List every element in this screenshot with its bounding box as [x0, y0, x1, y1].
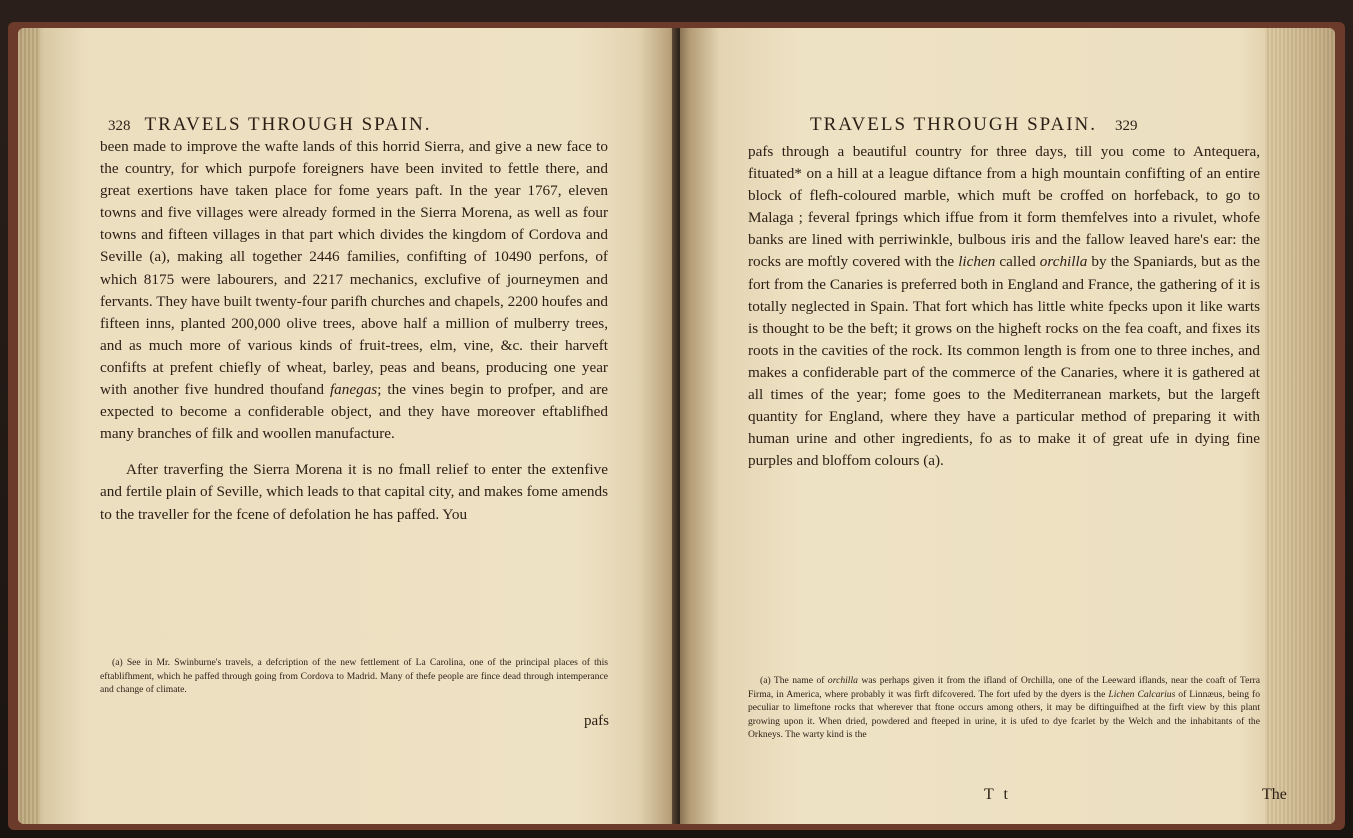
left-title: TRAVELS THROUGH SPAIN.: [144, 114, 432, 135]
right-catchword: The: [1262, 786, 1287, 803]
left-paragraph-1-text: been made to improve the wafte lands of this horrid Sierra, and give a new face to the country, for which purpofe foreigners have been invited to fettle there, and great exertions have taken place for fome years paft. In the year 1767, eleven towns and five villages were already formed in the Sierra Morena, as well as four towns and fifteen villages in that part which divides the kingdom of Cordova and Seville (a), making all together 2446 families, confifting of 10490 perfons, of which 8175 were labourers, and 2217 mechanics, exclufive of journeymen and fervants. They have built twenty-four parifh churches and chapels, 2200 houfes and fifteen inns, planted 200,000 olive trees, above half a million of mulberry trees, and as much more of various kinds of fruit-trees, elm, vine, &c. their harveft confifts at prefent chiefly of wheat, barley, peas and beans, producing one year with another five hundred thoufand: [100, 138, 608, 399]
left-body-text: [100, 136, 608, 526]
right-footnote: [748, 674, 1260, 742]
right-footnote-a: (a) The name of: [760, 675, 825, 686]
right-text-c: by the Spaniards, but as the fort from the Canaries is preferred both in England and France, the gathering of it is totally neglected in Spain. That fort which has little white fpecks upon it like warts is thought to be the beft; it grows on the higheft rocks on the fea coaft, and fixes its roots in the cavities of the rock. Its common length is from one to three inches, and makes a confiderable part of the commerce of the Canaries, where it is gathered at all times of the year; fome goes to the Mediterranean markets, but the largeft quantity for England, where they have a particular method of preparing it with human urine and other ingredients, fo as to make it of great ufe in dying fine purples and bloffom colours (a).: [748, 253, 1260, 470]
left-paragraph-1-end: ; the vines begin to profper, and are expected to become a confiderable object, and they have moreover eftablifhed many branches of filk and woollen manufacture.: [100, 381, 608, 443]
right-page: [680, 28, 1335, 824]
fanegas-term: fanegas: [329, 381, 378, 399]
right-running-head: [810, 114, 1138, 136]
right-footnote-c: of Linnæus, being fo peculiar to limeftone rocks that wherever that ftone occurs among others, it may be diftinguifhed at the firft view by this plant growing upon it. When dried, powdered and fteeped in urine, it is ufed to dye fcarlet by the Welch and the inhabitants of the Orkneys. The warty kind is the: [748, 688, 1260, 740]
lichen-term: lichen: [958, 253, 996, 271]
left-catchword: pafs: [584, 713, 609, 729]
footnote-lichen-term: Lichen Calcarius: [1108, 688, 1176, 700]
right-body-text: [748, 141, 1260, 472]
left-running-head: [108, 114, 432, 136]
left-paragraph-2: After traverfing the Sierra Morena it is no fmall relief to enter the extenfive and fertile plain of Seville, which leads to that capital city, and makes fome amends to the traveller for the fcene of defolation he has paffed. You: [100, 461, 608, 523]
right-footnote-b: was perhaps given it from the ifland of Orchilla, one of the Leeward iflands, near the coaft of Terra Firma, in America, where probably it was firft difcovered. The fort ufed by the dyers is the: [748, 675, 1260, 700]
page-edges-right: [1265, 28, 1335, 824]
right-title: TRAVELS THROUGH SPAIN.: [810, 114, 1098, 135]
footnote-orchilla-term: orchilla: [827, 675, 858, 686]
right-page-number: 329: [1115, 118, 1138, 134]
left-footnote: [100, 656, 608, 697]
left-page-number: 328: [108, 118, 131, 134]
right-paragraph: [748, 141, 1260, 472]
left-paragraph-1: [100, 136, 608, 445]
book: [8, 22, 1345, 830]
right-footnote-text: [748, 674, 1260, 742]
page-edges-left: [18, 28, 40, 824]
left-footnote-text: (a) See in Mr. Swinburne's travels, a defcription of the new fettlement of La Carolina, one of the principal places of this eftablifhment, which he paffed through going from Cordova to Madrid. Many of thefe people are fince dead through intemperance and change of climate.: [100, 657, 608, 695]
left-page: [18, 28, 678, 824]
right-text-b: called: [999, 253, 1036, 271]
orchilla-term: orchilla: [1039, 253, 1088, 271]
signature-mark: T t: [984, 786, 1011, 803]
right-text-a: pafs through a beautiful country for three days, till you come to Antequera, fituated* on a hill at a league diftance from a high mountain confifting of an entire block of flefh-coloured marble, which muft be croffed on horfeback, to go to Malaga ; feveral fprings which iffue from it form themfelves into a rivulet, whofe banks are lined with perriwinkle, bulbous iris and the fallow leaved hare's ear: the rocks are moftly covered with the: [748, 143, 1260, 271]
